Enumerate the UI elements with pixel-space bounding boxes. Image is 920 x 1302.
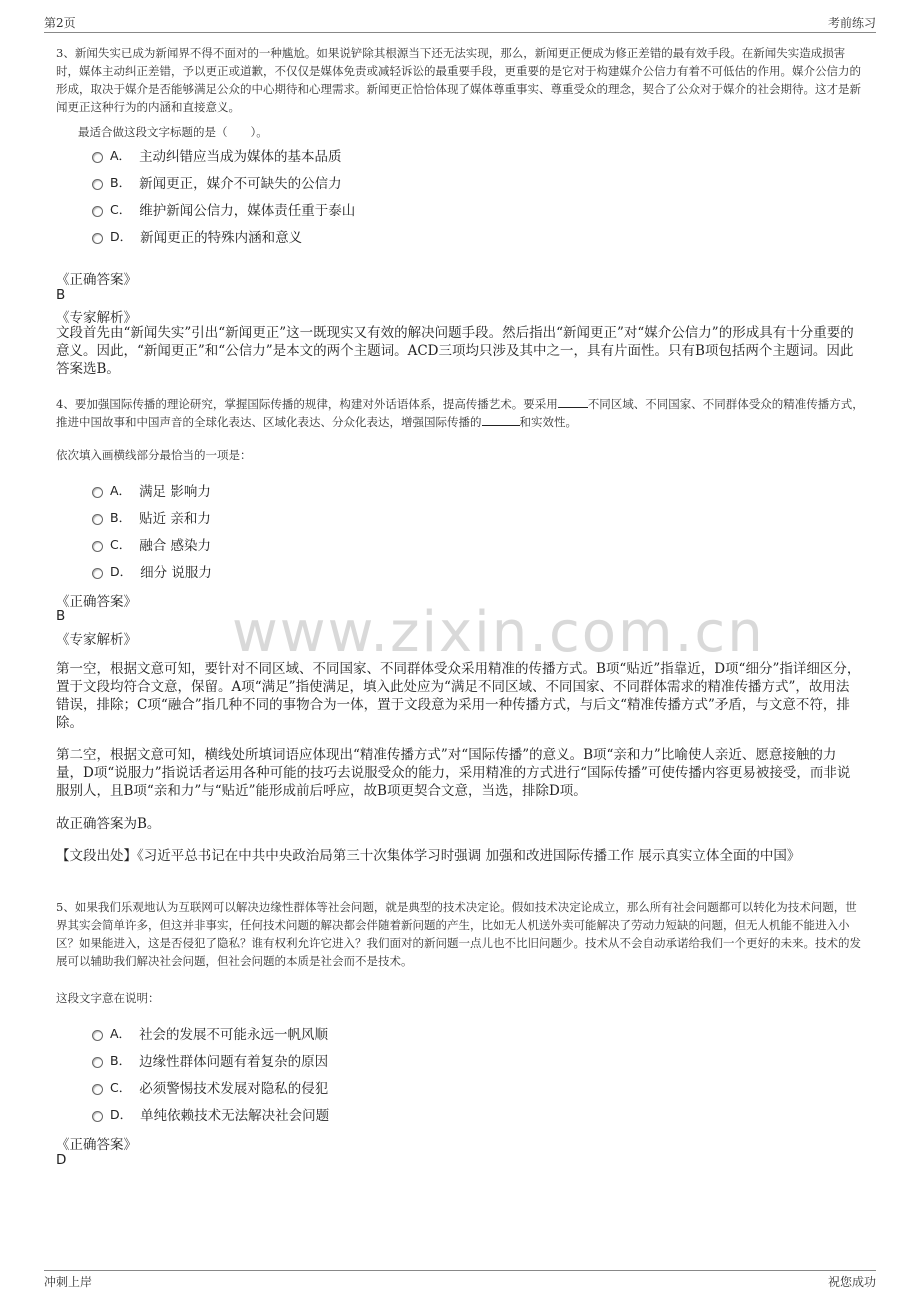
q4-answer-label: 《正确答案》 [56,594,137,610]
q5-answer-label: 《正确答案》 [56,1137,137,1153]
page-header [44,14,876,33]
radio-icon[interactable] [92,541,103,552]
radio-icon[interactable] [92,568,103,579]
radio-icon[interactable] [92,152,103,163]
radio-icon[interactable] [92,514,103,525]
q4-stem: 4、要加强国际传播的理论研究，掌握国际传播的规律，构建对外话语体系，提高传播艺术。要采用 不同区域、不同国家、不同群体受众的精准传播方式，推进中国故事和中国声音的全球化表达、区域化表达、分众化表达，增强国际传播的 和实效性。 [56,397,864,429]
radio-icon[interactable] [92,1111,103,1122]
q4-analysis-para2: 第二空，根据文意可知，横线处所填词语应体现出“精准传播方式”对“国际传播”的意义。B项“亲和力”比喻使人亲近、愿意接触的力量，D项“说服力”指说话者运用各种可能的技巧去说服受众的能力，采用精准的方式进行“国际传播”可使传播内容更易被接受，而非说服别人，且B项“亲和力”与“贴近”能形成前后呼应，故B项更契合文意，当选，排除D项。 [56,747,851,799]
q4-option-d[interactable]: D． 细分 说服力 [92,560,212,582]
footer-left-text: 冲刺上岸 [44,1275,93,1289]
q5-option-c[interactable]: C． 必须警惕技术发展对隐私的侵犯 [92,1076,328,1098]
q3-question: 最适合做这段文字标题的是（ ）。 [78,125,268,139]
q3-answer: B [56,287,66,303]
q5-option-d[interactable]: D． 单纯依赖技术无法解决社会问题 [92,1103,329,1125]
q3-analysis: 文段首先由“新闻失实”引出“新闻更正”这一既现实又有效的解决问题手段。然后指出“新闻更正”对“媒介公信力”的形成具有十分重要的意义。因此，“新闻更正”和“公信力”是本文的两个主题词。ACD三项均只涉及其中之一，具有片面性。只有B项包括两个主题词。因此答案选B。 [56,325,854,377]
q4-question: 依次填入画横线部分最恰当的一项是： [56,448,252,462]
radio-icon[interactable] [92,233,103,244]
q3-analysis-label: 《专家解析》 [56,310,137,326]
q5-option-b[interactable]: B． 边缘性群体问题有着复杂的原因 [92,1049,328,1071]
radio-icon[interactable] [92,1084,103,1095]
q3-option-a[interactable]: A． 主动纠错应当成为媒体的基本品质 [92,144,342,166]
radio-icon[interactable] [92,179,103,190]
q5-answer: D [56,1152,67,1168]
q4-analysis-para3: 故正确答案为B。 [56,816,161,832]
watermark: www.zixin.com.cn [232,600,765,665]
q4-answer: B [56,608,66,624]
blank-1 [558,395,588,408]
radio-icon[interactable] [92,1030,103,1041]
radio-icon[interactable] [92,1057,103,1068]
footer-right-text: 祝您成功 [827,1275,876,1289]
q5-question: 这段文字意在说明： [56,991,160,1005]
radio-icon[interactable] [92,487,103,498]
q3-option-c[interactable]: C． 维护新闻公信力，媒体责任重于泰山 [92,198,355,220]
q4-analysis-label: 《专家解析》 [56,632,137,648]
q3-option-b[interactable]: B． 新闻更正，媒介不可缺失的公信力 [92,171,342,193]
q3-stem: 3、新闻失实已成为新闻界不得不面对的一种尴尬。如果说铲除其根源当下还无法实现，那么，新闻更正便成为修正差错的最有效手段。在新闻失实造成损害时，媒体主动纠正差错，予以更正或道歉，不仅仅是媒体免责或减轻诉讼的最重要手段，更重要的是它对于构建媒介公信力有着不可低估的作用。媒介公信力的形成，取决于媒介是否能够满足公众的中心期待和心理需求。新闻更正恰恰体现了媒体尊重事实、尊重受众的理念，契合了公众对于媒介的社会期待。这才是新闻更正这种行为的内涵和直接意义。 [56,46,861,114]
q4-option-c[interactable]: C． 融合 感染力 [92,533,211,555]
blank-2 [482,413,520,426]
radio-icon[interactable] [92,206,103,217]
q4-option-a[interactable]: A． 满足 影响力 [92,479,211,501]
q5-option-a[interactable]: A． 社会的发展不可能永远一帆风顺 [92,1022,328,1044]
q3-answer-label: 《正确答案》 [56,272,137,288]
q3-option-d[interactable]: D． 新闻更正的特殊内涵和意义 [92,225,302,247]
page-number: 第2页 [44,16,76,30]
header-title: 考前练习 [827,16,876,30]
q4-option-b[interactable]: B． 贴近 亲和力 [92,506,211,528]
q5-stem: 5、如果我们乐观地认为互联网可以解决边缘性群体等社会问题，就是典型的技术决定论。假如技术决定论成立，那么所有社会问题都可以转化为技术问题，世界其实会简单许多，但这并非事实，任何技术问题的解决都会伴随着新问题的产生，比如无人机送外卖可能解决了劳动力短缺的问题，但无人机能不能进入小区？如果能进入，这是否侵犯了隐私？谁有权利允许它进入？我们面对的新问题一点儿也不比旧问题少。技术从不会自动承诺给我们一个更好的未来。技术的发展可以辅助我们解决社会问题，但社会问题的本质是社会而不是技术。 [56,900,861,968]
page-footer [44,1270,876,1291]
q4-source: 【文段出处】《习近平总书记在中共中央政治局第三十次集体学习时强调 加强和改进国际传播工作 展示真实立体全面的中国》 [56,848,801,864]
q4-analysis-para1: 第一空，根据文意可知，要针对不同区域、不同国家、不同群体受众采用精准的传播方式。B项“贴近”指靠近，D项“细分”指详细区分，置于文段均符合文意，保留。A项“满足”指使满足，填入此处应为“满足不同区域、不同国家、不同群体需求的精准传播方式”，故用法错误，排除；C项“融合”指几种不同的事物合为一体，置于文段意为采用一种传播方式，与后文“精准传播方式”矛盾，与文意不符，排除。 [56,661,861,731]
